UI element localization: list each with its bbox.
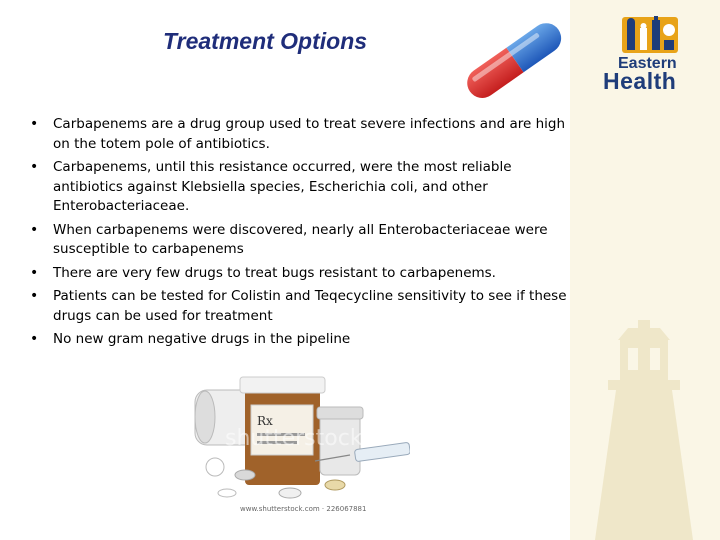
logo-text-eastern: Eastern — [618, 55, 677, 72]
bullet-item — [30, 264, 570, 284]
lighthouse-watermark-icon — [578, 310, 720, 540]
capsule-pill-icon — [455, 5, 575, 115]
bullet-item — [30, 221, 570, 260]
bullet-symbol: • — [30, 221, 39, 238]
bullet-item — [30, 115, 570, 154]
bullet-text: When carbapenems were discovered, nearly all Enterobacteriaceae were susceptible to carbapenems — [53, 221, 548, 257]
bullet-item — [30, 330, 570, 350]
watermark-text: shutterstock — [225, 426, 363, 451]
bullet-text: There are very few drugs to treat bugs resistant to carbapenems. — [53, 264, 496, 281]
image-caption: www.shutterstock.com · 226067881 — [240, 505, 367, 513]
logo-text-health: Health — [603, 68, 677, 94]
bullet-text: Carbapenems are a drug group used to treat severe infections and are high on the totem pole of antibiotics. — [53, 116, 566, 152]
bullet-text: Patients can be tested for Colistin and Teqecycline sensitivity to see if these drugs can be used for treatment — [53, 288, 567, 324]
bullet-text: Carbapenems, until this resistance occurred, were the most reliable antibiotics against Klebsiella species, Escherichia coli, and other Enterobacteriaceae. — [53, 159, 512, 214]
bullet-text: No new gram negative drugs in the pipeline — [53, 331, 351, 347]
bullet-symbol: • — [30, 159, 39, 175]
rx-label: Rx — [257, 414, 273, 428]
bullet-symbol: • — [30, 264, 39, 281]
bullet-symbol: • — [30, 116, 39, 132]
bullet-symbol: • — [30, 331, 39, 347]
bullet-item — [30, 158, 570, 217]
medicine-bottles-image — [185, 375, 410, 515]
bullet-list — [30, 115, 570, 354]
bullet-symbol: • — [30, 288, 39, 304]
slide-title: Treatment Options — [163, 28, 368, 54]
bullet-item — [30, 287, 570, 326]
